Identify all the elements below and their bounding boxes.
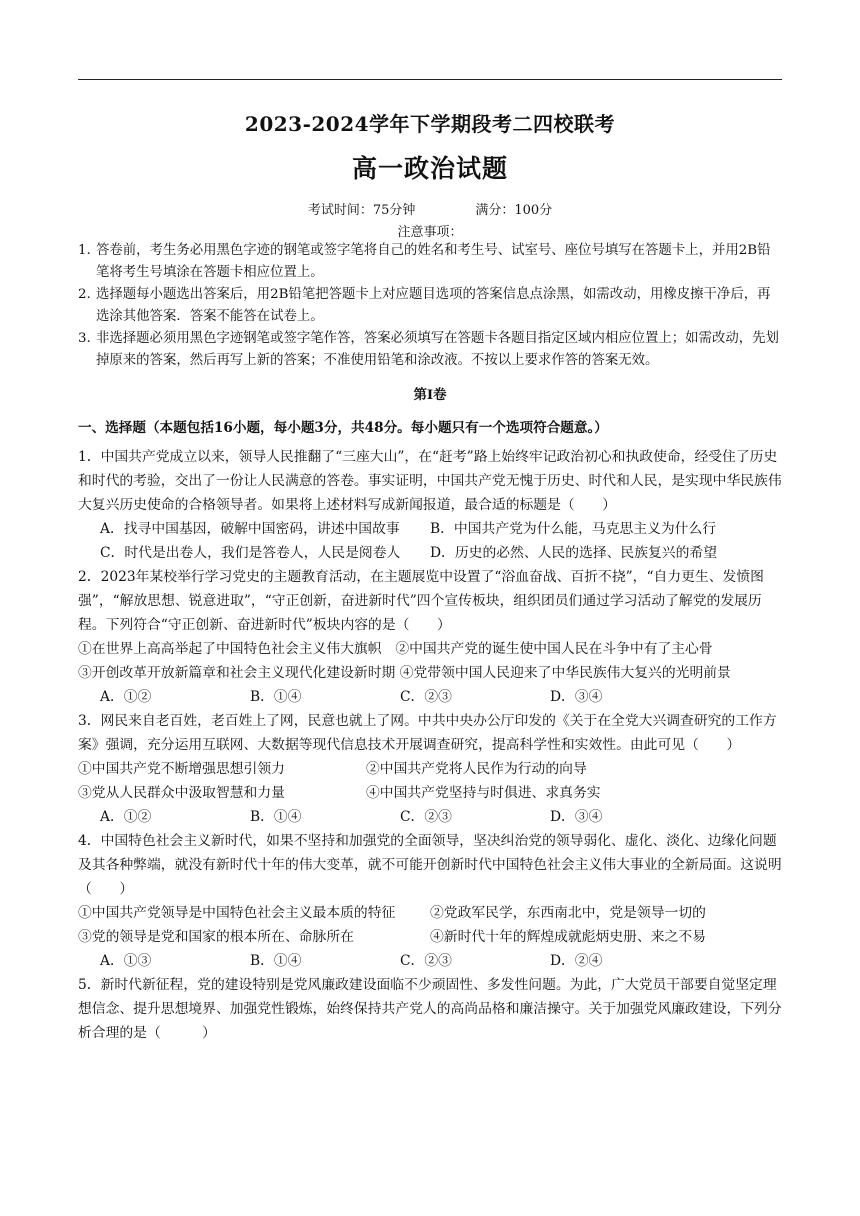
option-d[interactable]: D．历史的必然、人民的选择、民族复兴的希望 xyxy=(430,545,717,561)
volume-title: 第Ⅰ卷 xyxy=(413,387,447,403)
option-a[interactable]: A．找寻中国基因，破解中国密码，讲述中国故事 xyxy=(100,521,400,537)
question-stem: 2．2023年某校举行学习党史的主题教育活动，在主题展览中设置了“浴血奋战、百折不挠”，“自力更生、发愤图强”，“解放思想、锐意进取”，“守正创新，奋进新时代”四个宣传板块，组织团员们通过学习活动了解党的发展历程。下列符合“守正创新、奋进新时代”板块内容的是（ ） xyxy=(78,569,764,633)
subject-title: 高一政治试题 xyxy=(351,154,508,183)
options-row xyxy=(78,685,782,709)
exam-score: 满分：100分 xyxy=(475,203,553,218)
statement-row xyxy=(78,925,782,949)
notice-item xyxy=(78,240,782,284)
question-1 xyxy=(78,445,782,565)
notice-text: 答卷前，考生务必用黑色字迹的钢笔或签字笔将自己的姓名和考生号、试室号、座位号填写在答题卡上，并用2B铅笔将考生号填涂在答题卡相应位置上。 xyxy=(96,243,771,280)
exam-title: 2023-2024学年下学期段考二四校联考 xyxy=(244,112,616,136)
section-title: 一、选择题（本题包括16小题，每小题3分，共48分。每小题只有一个选项符合题意。） xyxy=(78,420,608,436)
statement: ①中国共产党领导是中国特色社会主义最本质的特征 xyxy=(78,905,396,921)
option-d[interactable]: D．③④ xyxy=(550,689,603,705)
option-b[interactable]: B．①④ xyxy=(250,809,302,825)
question-stem: 1．中国共产党成立以来，领导人民推翻了“三座大山”，在“赶考”路上始终牢记政治初心和执政使命，经受住了历史和时代的考验，交出了一份让人民满意的答卷。事实证明，中国共产党无愧于历史、时代和人民，是实现中华民族伟大复兴历史使命的合格领导者。如果将上述材料写成新闻报道，最合适的标题是（ ） xyxy=(78,449,782,513)
statement: ③党从人民群众中汲取智慧和力量 xyxy=(78,785,285,801)
notice-item xyxy=(78,284,782,328)
option-c[interactable]: C．②③ xyxy=(400,689,452,705)
top-rule xyxy=(78,79,782,80)
statement-row xyxy=(78,781,782,805)
statement-row xyxy=(78,901,782,925)
question-3 xyxy=(78,709,782,829)
notice-item xyxy=(78,328,782,372)
option-a[interactable]: A．①② xyxy=(100,689,152,705)
options-row xyxy=(78,805,782,829)
option-c[interactable]: C．时代是出卷人，我们是答卷人，人民是阅卷人 xyxy=(100,545,401,561)
options-row xyxy=(78,541,782,565)
statement: ④新时代十年的辉煌成就彪炳史册、来之不易 xyxy=(430,929,706,945)
option-d[interactable]: D．②④ xyxy=(550,953,603,969)
option-b[interactable]: B．①④ xyxy=(250,689,302,705)
statement: ②党政军民学，东西南北中，党是领导一切的 xyxy=(430,905,706,921)
statement-row xyxy=(78,757,782,781)
question-2 xyxy=(78,565,782,709)
statement-line: ③开创改革开放新篇章和社会主义现代化建设新时期 ④党带领中国人民迎来了中华民族伟大复兴的光明前景 xyxy=(78,665,731,681)
notice-number: 2. xyxy=(78,287,91,302)
question-stem: 5．新时代新征程，党的建设特别是党风廉政建设面临不少顽固性、多发性问题。为此，广大党员干部要自觉坚定理想信念、提升思想境界、加强党性锻炼，始终保持共产党人的高尚品格和廉洁操守。关于加强党风廉政建设，下列分析合理的是（ ） xyxy=(78,977,782,1041)
notice-number: 3. xyxy=(78,331,91,346)
option-b[interactable]: B．①④ xyxy=(250,953,302,969)
option-b[interactable]: B．中国共产党为什么能，马克思主义为什么行 xyxy=(430,521,717,537)
statement-line: ①在世界上高高举起了中国特色社会主义伟大旗帜 ②中国共产党的诞生使中国人民在斗争中有了主心骨 xyxy=(78,641,713,657)
notice-text: 非选择题必须用黑色字迹钢笔或签字笔作答，答案必须填写在答题卡各题目指定区域内相应位置上；如需改动，先划掉原来的答案，然后再写上新的答案；不准使用铅笔和涂改液。不按以上要求作答的答案无效。 xyxy=(96,331,779,368)
question-4 xyxy=(78,829,782,973)
question-5 xyxy=(78,973,782,1045)
exam-paper xyxy=(78,100,782,1045)
option-c[interactable]: C．②③ xyxy=(400,809,452,825)
exam-meta xyxy=(78,199,782,218)
option-c[interactable]: C．②③ xyxy=(400,953,452,969)
question-stem: 4．中国特色社会主义新时代，如果不坚持和加强党的全面领导，坚决纠治党的领导弱化、虚化、淡化、边缘化问题及其各种弊端，就没有新时代十年的伟大变革，就不可能开创新时代中国特色社会主义伟大事业的全新局面。这说明（ ） xyxy=(78,833,782,897)
notice-number: 1. xyxy=(78,243,91,258)
option-d[interactable]: D．③④ xyxy=(550,809,603,825)
notice-list xyxy=(78,240,782,372)
notice-heading: 注意事项： xyxy=(397,225,463,240)
statement: ④中国共产党坚持与时俱进、求真务实 xyxy=(366,785,601,801)
options-row xyxy=(78,949,782,973)
statement: ②中国共产党将人民作为行动的向导 xyxy=(366,761,587,777)
question-stem: 3．网民来自老百姓，老百姓上了网，民意也就上了网。中共中央办公厅印发的《关于在全党大兴调查研究的工作方案》强调，充分运用互联网、大数据等现代信息技术开展调查研究，提高科学性和实效性。由此可见（ ） xyxy=(78,713,777,753)
statement: ①中国共产党不断增强思想引领力 xyxy=(78,761,285,777)
option-a[interactable]: A．①③ xyxy=(100,953,152,969)
statement: ③党的领导是党和国家的根本所在、命脉所在 xyxy=(78,929,354,945)
option-a[interactable]: A．①② xyxy=(100,809,152,825)
exam-time: 考试时间：75分钟 xyxy=(307,203,416,218)
options-row xyxy=(78,517,782,541)
notice-text: 选择题每小题选出答案后，用2B铅笔把答题卡上对应题目选项的答案信息点涂黑，如需改动，用橡皮擦干净后，再选涂其他答案．答案不能答在试卷上。 xyxy=(96,287,771,324)
